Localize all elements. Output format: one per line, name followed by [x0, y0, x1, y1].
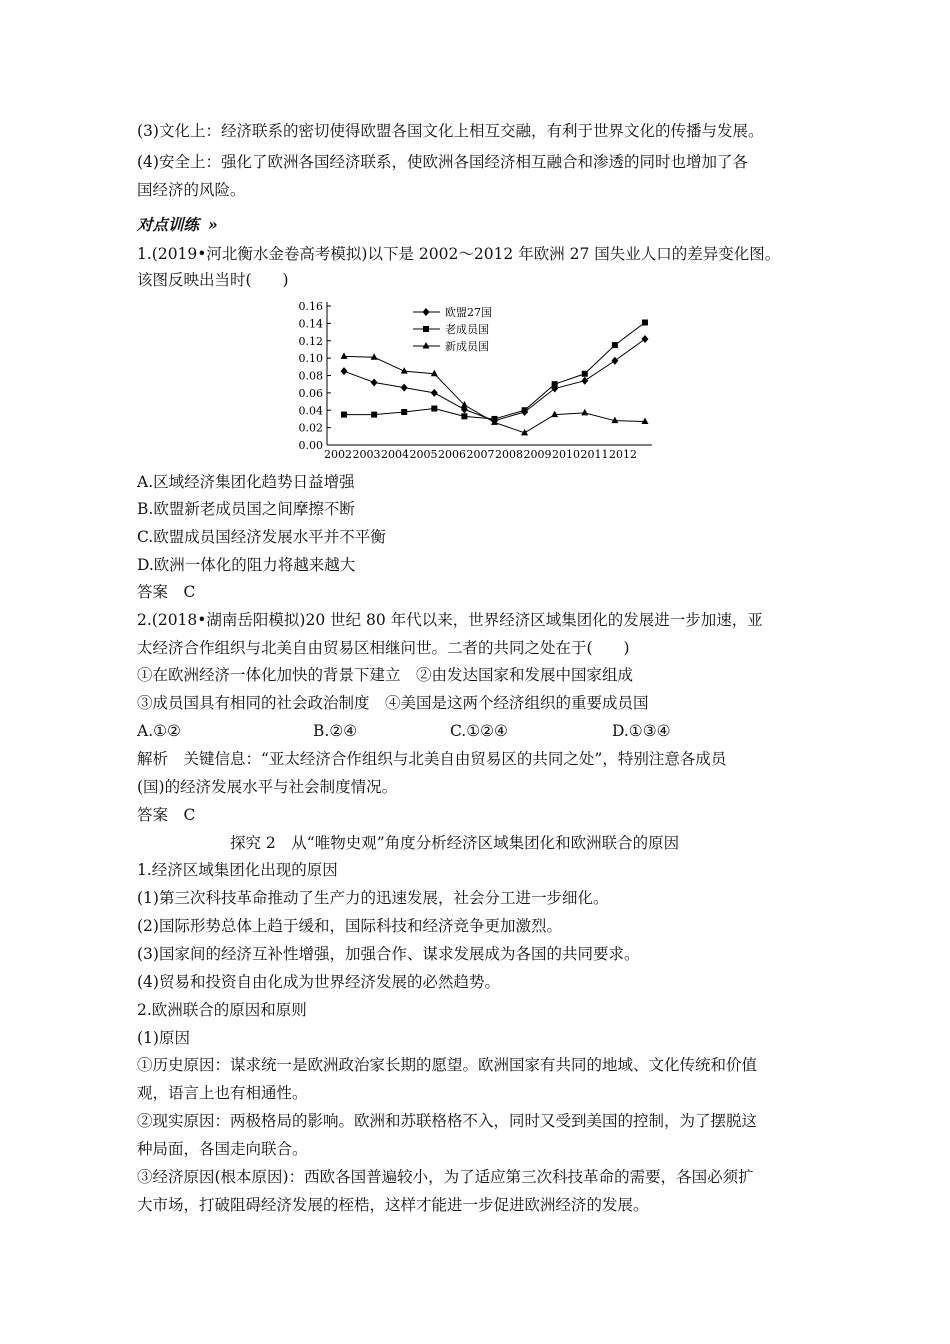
text-line: 国经济的风险。	[137, 181, 246, 199]
legend-marker-diamond	[423, 308, 430, 316]
y-tick-label: 0.12	[298, 334, 323, 348]
heading: 1.经济区域集团化出现的原因	[137, 861, 338, 879]
x-tick-label: 2002	[324, 448, 352, 461]
data-point-diamond	[581, 377, 588, 385]
data-point-diamond	[371, 378, 378, 386]
data-point-square	[612, 342, 618, 348]
data-point-square	[582, 371, 588, 377]
series-line-diamond	[344, 339, 645, 421]
option-b: B.欧盟新老成员国之间摩擦不断	[137, 500, 355, 518]
data-point-diamond	[341, 367, 348, 375]
text-line: ②现实原因：两极格局的影响。欧洲和苏联格格不入，同时又受到美国的控制，为了摆脱这	[137, 1112, 758, 1130]
text-line: (4)安全上：强化了欧洲各国经济联系，使欧洲各国经济相互融合和渗透的同时也增加了各	[137, 153, 748, 171]
x-tick-label: 2003	[352, 448, 381, 461]
section-title	[137, 215, 827, 235]
data-point-triangle	[341, 352, 348, 359]
data-point-square	[341, 412, 347, 418]
data-point-square	[461, 413, 467, 419]
x-tick-label: 2009	[523, 448, 552, 461]
data-point-square	[371, 412, 377, 418]
text-line: 种局面，各国走向联合。	[137, 1140, 308, 1158]
question-stem: 1.(2019•河北衡水金卷高考模拟)以下是 2002～2012 年欧洲 27 国失业人口的差异变化图。	[137, 245, 781, 263]
x-tick-label: 2011	[580, 448, 609, 461]
data-point-diamond	[641, 335, 648, 343]
explore-title: 探究 2 从“唯物史观”角度分析经济区域集团化和欧洲联合的原因	[230, 834, 680, 852]
double-arrow-icon: »	[207, 215, 218, 234]
data-point-square	[522, 407, 528, 413]
text-line: ①历史原因：谋求统一是欧洲政治家长期的愿望。欧洲国家有共同的地域、文化传统和价值	[137, 1056, 758, 1074]
data-point-diamond	[401, 384, 408, 392]
option-d: D.欧洲一体化的阻力将越来越大	[137, 556, 356, 574]
x-tick-label: 2006	[438, 448, 466, 461]
x-tick-label: 2007	[466, 448, 495, 461]
x-tick-label: 2012	[609, 448, 637, 461]
statement-line: ③成员国具有相同的社会政治制度 ④美国是这两个经济组织的重要成员国	[137, 694, 649, 712]
text-line: (3)国家间的经济互补性增强，加强合作、谋求发展成为各国的共同要求。	[137, 945, 640, 963]
legend-label: 新成员国	[445, 340, 489, 353]
text-line: (3)文化上：经济联系的密切使得欧盟各国文化上相互交融，有利于世界文化的传播与发展。	[137, 122, 764, 140]
data-point-diamond	[611, 357, 618, 365]
y-tick-label: 0.02	[298, 421, 323, 435]
y-tick-label: 0.16	[298, 300, 323, 313]
legend-marker-triangle	[423, 342, 430, 349]
option-d: D.①③④	[612, 722, 671, 740]
explanation: 解析 关键信息：“亚太经济合作组织与北美自由贸易区的共同之处”，特别注意各成员	[137, 750, 727, 768]
data-point-diamond	[431, 389, 438, 397]
text-line: (4)贸易和投资自由化成为世界经济发展的必然趋势。	[137, 973, 500, 991]
y-tick-label: 0.10	[298, 352, 323, 366]
text-line: (1)原因	[137, 1029, 190, 1047]
option-a: A.①②	[137, 722, 181, 740]
text-line: (1)第三次科技革命推动了生产力的迅速发展，社会分工进一步细化。	[137, 889, 609, 907]
x-tick-label: 2008	[495, 448, 523, 461]
data-point-square	[431, 406, 437, 412]
option-c: C.①②④	[450, 722, 508, 740]
y-tick-label: 0.06	[298, 386, 323, 400]
data-point-square	[401, 409, 407, 415]
option-a: A.区域经济集团化趋势日益增强	[137, 473, 355, 491]
question-stem: 该图反映出当时( )	[137, 271, 289, 289]
text-line: 大市场，打破阻碍经济发展的桎梏，这样才能进一步促进欧洲经济的发展。	[137, 1196, 649, 1214]
y-tick-label: 0.04	[298, 404, 323, 418]
y-tick-label: 0.08	[298, 369, 323, 383]
text-line: 观，语言上也有相通性。	[137, 1084, 308, 1102]
x-tick-label: 2004	[381, 448, 409, 461]
legend-marker-square	[423, 326, 429, 332]
data-point-triangle	[431, 370, 438, 377]
legend-label: 老成员国	[445, 323, 489, 336]
data-point-triangle	[581, 409, 588, 416]
statement-line: ①在欧洲经济一体化加快的背景下建立 ②由发达国家和发展中国家组成	[137, 666, 634, 684]
data-point-triangle	[371, 353, 378, 360]
x-tick-label: 2005	[409, 448, 438, 461]
data-point-triangle	[551, 411, 558, 418]
explanation: (国)的经济发展水平与社会制度情况。	[137, 778, 398, 796]
legend-label: 欧盟27国	[445, 306, 492, 319]
option-b: B.②④	[313, 722, 358, 740]
heading: 2.欧洲联合的原因和原则	[137, 1001, 307, 1019]
answer: 答案 C	[137, 583, 196, 601]
y-tick-label: 0.14	[298, 317, 323, 331]
x-tick-label: 2010	[552, 448, 580, 461]
data-point-triangle	[641, 418, 648, 425]
question-stem: 太经济合作组织与北美自由贸易区相继问世。二者的共同之处在于( )	[137, 639, 630, 657]
options-row	[137, 721, 827, 741]
data-point-square	[552, 381, 558, 387]
option-c: C.欧盟成员国经济发展水平并不平衡	[137, 528, 386, 546]
question-stem: 2.(2018•湖南岳阳模拟)20 世纪 80 年代以来，世界经济区域集团化的发展进一步加速，亚	[137, 611, 763, 629]
y-tick-label: 0.00	[298, 439, 323, 452]
answer: 答案 C	[137, 806, 196, 824]
text-line: (2)国际形势总体上趋于缓和，国际科技和经济竞争更加激烈。	[137, 917, 562, 935]
section-title-text: 对点训练	[137, 215, 200, 234]
line-chart	[280, 296, 660, 466]
data-point-square	[642, 320, 648, 326]
text-line: ③经济原因(根本原因)：西欧各国普遍较小，为了适应第三次科技革命的需要，各国必须扩	[137, 1168, 754, 1186]
